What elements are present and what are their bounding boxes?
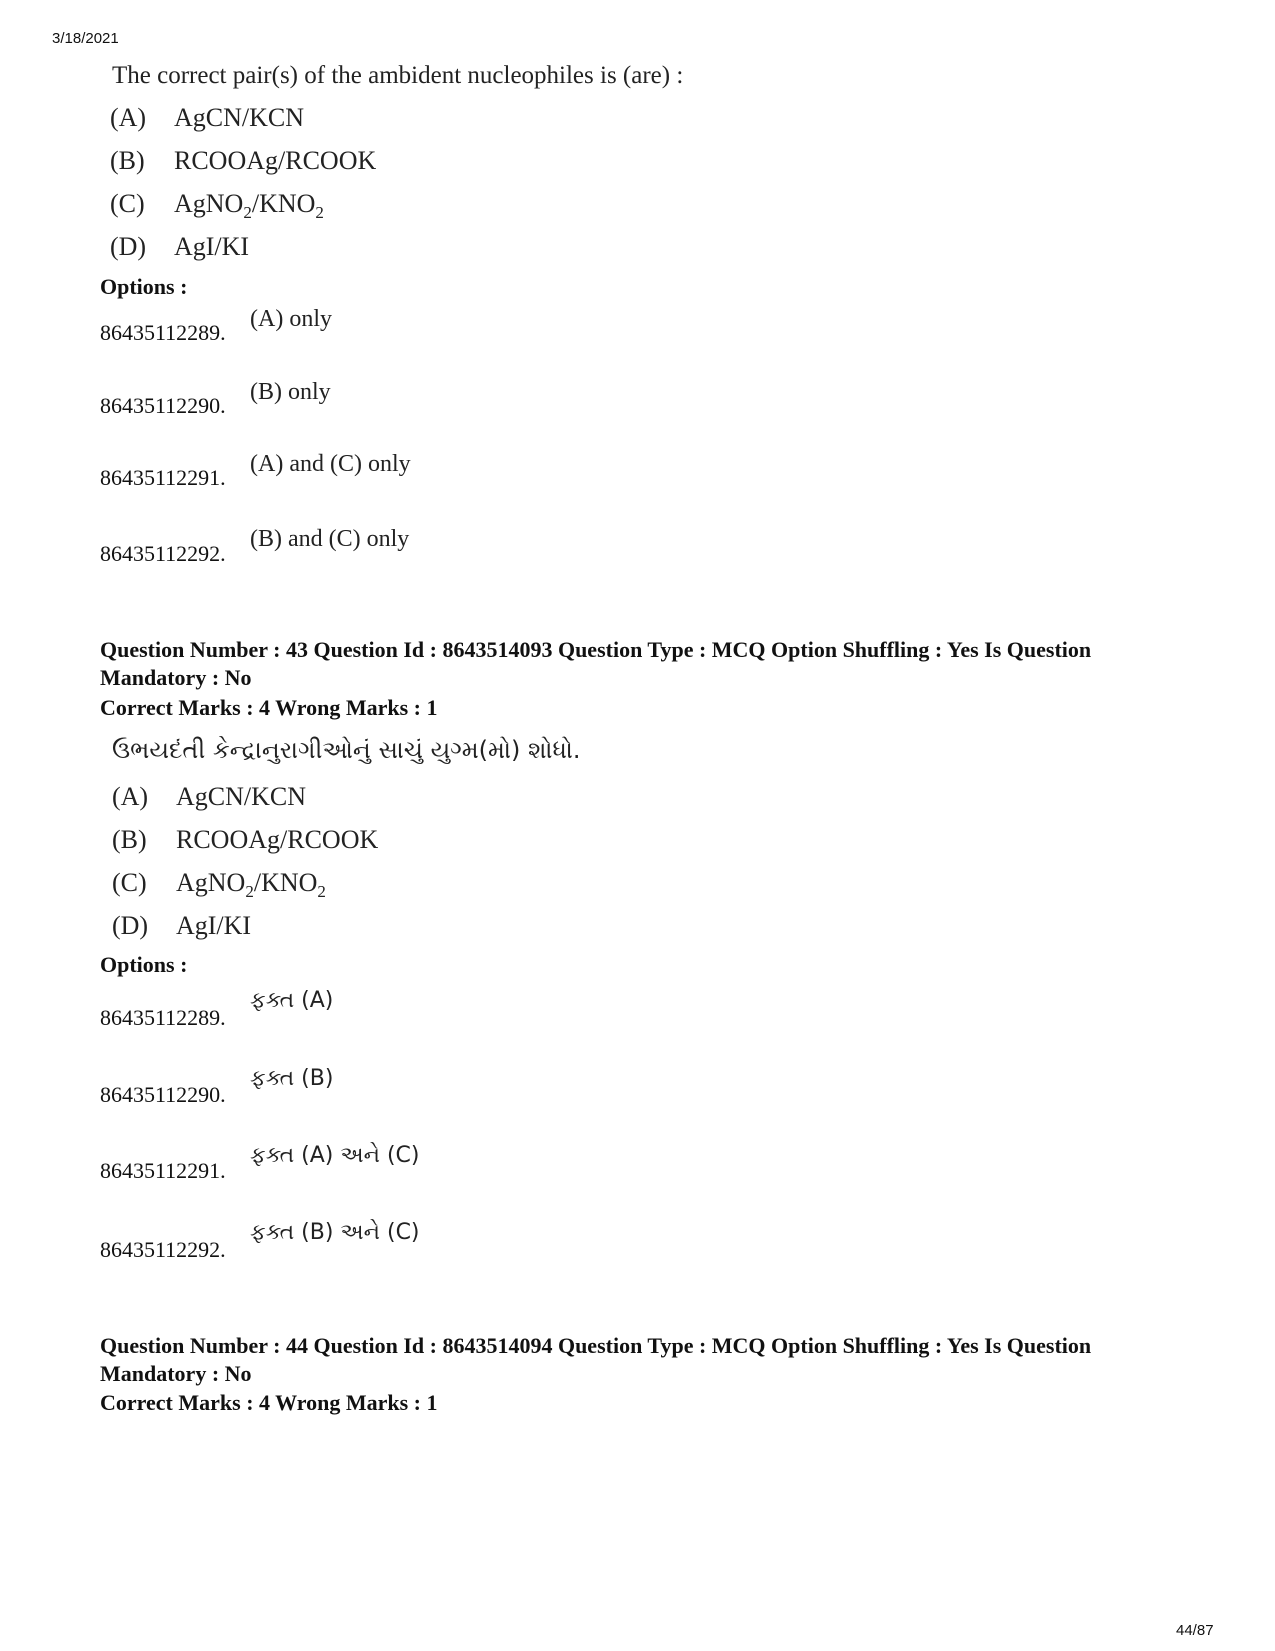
q42-choice-d — [110, 232, 249, 262]
choice-text-part: /KNO — [251, 189, 316, 218]
q42-choice-c — [110, 189, 324, 223]
q42-choice-b — [110, 146, 376, 176]
print-date: 3/18/2021 — [52, 30, 119, 47]
q43-choice-b — [112, 825, 378, 855]
choice-letter: (B) — [112, 825, 147, 854]
q43-option-text-1: ફક્ત (A) — [250, 988, 334, 1013]
q44-marks: Correct Marks : 4 Wrong Marks : 1 — [100, 1390, 438, 1415]
choice-text-part: AgNO — [174, 189, 244, 218]
q43-option-id-2: 86435112290. — [100, 1082, 226, 1107]
choice-text: RCOOAg/RCOOK — [176, 825, 379, 854]
choice-text: AgCN/KCN — [176, 782, 307, 811]
q43-option-id-4: 86435112292. — [100, 1237, 226, 1262]
q42-option-text-1: (A) only — [250, 306, 332, 332]
q42-option-id-2: 86435112290. — [100, 393, 226, 418]
choice-letter: (A) — [112, 782, 149, 811]
q42-choice-a — [110, 103, 304, 133]
q42-option-text-4: (B) and (C) only — [250, 526, 410, 552]
choice-text: AgI/KI — [174, 232, 250, 261]
q42-option-id-1: 86435112289. — [100, 320, 226, 345]
q43-choice-d — [112, 911, 251, 941]
q44-header: Question Number : 44 Question Id : 8643514094 Question Type : MCQ Option Shuffling : Yes Is Question Mandatory : No — [100, 1333, 1092, 1386]
choice-text-part: AgNO — [176, 868, 246, 897]
page-number: 44/87 — [1176, 1622, 1214, 1639]
choice-text: RCOOAg/RCOOK — [174, 146, 377, 175]
q42-option-id-4: 86435112292. — [100, 541, 226, 566]
q42-options-label: Options : — [100, 274, 188, 299]
q43-option-text-3: ફક્ત (A) અને (C) — [250, 1143, 420, 1168]
choice-letter: (B) — [110, 146, 145, 175]
choice-subscript: 2 — [315, 203, 324, 222]
q42-option-id-3: 86435112291. — [100, 465, 226, 490]
q43-option-id-1: 86435112289. — [100, 1005, 226, 1030]
choice-letter: (D) — [112, 911, 149, 940]
q43-header: Question Number : 43 Question Id : 8643514093 Question Type : MCQ Option Shuffling : Yes Is Question Mandatory : No — [100, 637, 1092, 690]
choice-text-part: /KNO — [253, 868, 318, 897]
q42-option-text-2: (B) only — [250, 379, 331, 405]
q42-option-text-3: (A) and (C) only — [250, 451, 411, 477]
choice-text: AgI/KI — [176, 911, 252, 940]
choice-letter: (C) — [112, 868, 147, 897]
choice-letter: (D) — [110, 232, 147, 261]
q43-stem: ઉભયદંતી કેન્દ્રાનુરાગીઓનું સાચું યુગ્મ(મો) શોધો. — [112, 736, 581, 764]
choice-letter: (A) — [110, 103, 147, 132]
q43-choice-c — [112, 868, 326, 902]
q43-options-label: Options : — [100, 952, 188, 977]
q43-option-text-2: ફક્ત (B) — [250, 1066, 334, 1091]
choice-subscript: 2 — [317, 882, 326, 901]
choice-subscript: 2 — [245, 882, 254, 901]
q43-marks: Correct Marks : 4 Wrong Marks : 1 — [100, 695, 438, 720]
choice-text: AgCN/KCN — [174, 103, 305, 132]
q42-stem: The correct pair(s) of the ambident nucleophiles is (are) : — [112, 62, 684, 89]
q43-choice-a — [112, 782, 306, 812]
q43-option-id-3: 86435112291. — [100, 1158, 226, 1183]
choice-subscript: 2 — [243, 203, 252, 222]
choice-letter: (C) — [110, 189, 145, 218]
q43-option-text-4: ફક્ત (B) અને (C) — [250, 1220, 420, 1245]
